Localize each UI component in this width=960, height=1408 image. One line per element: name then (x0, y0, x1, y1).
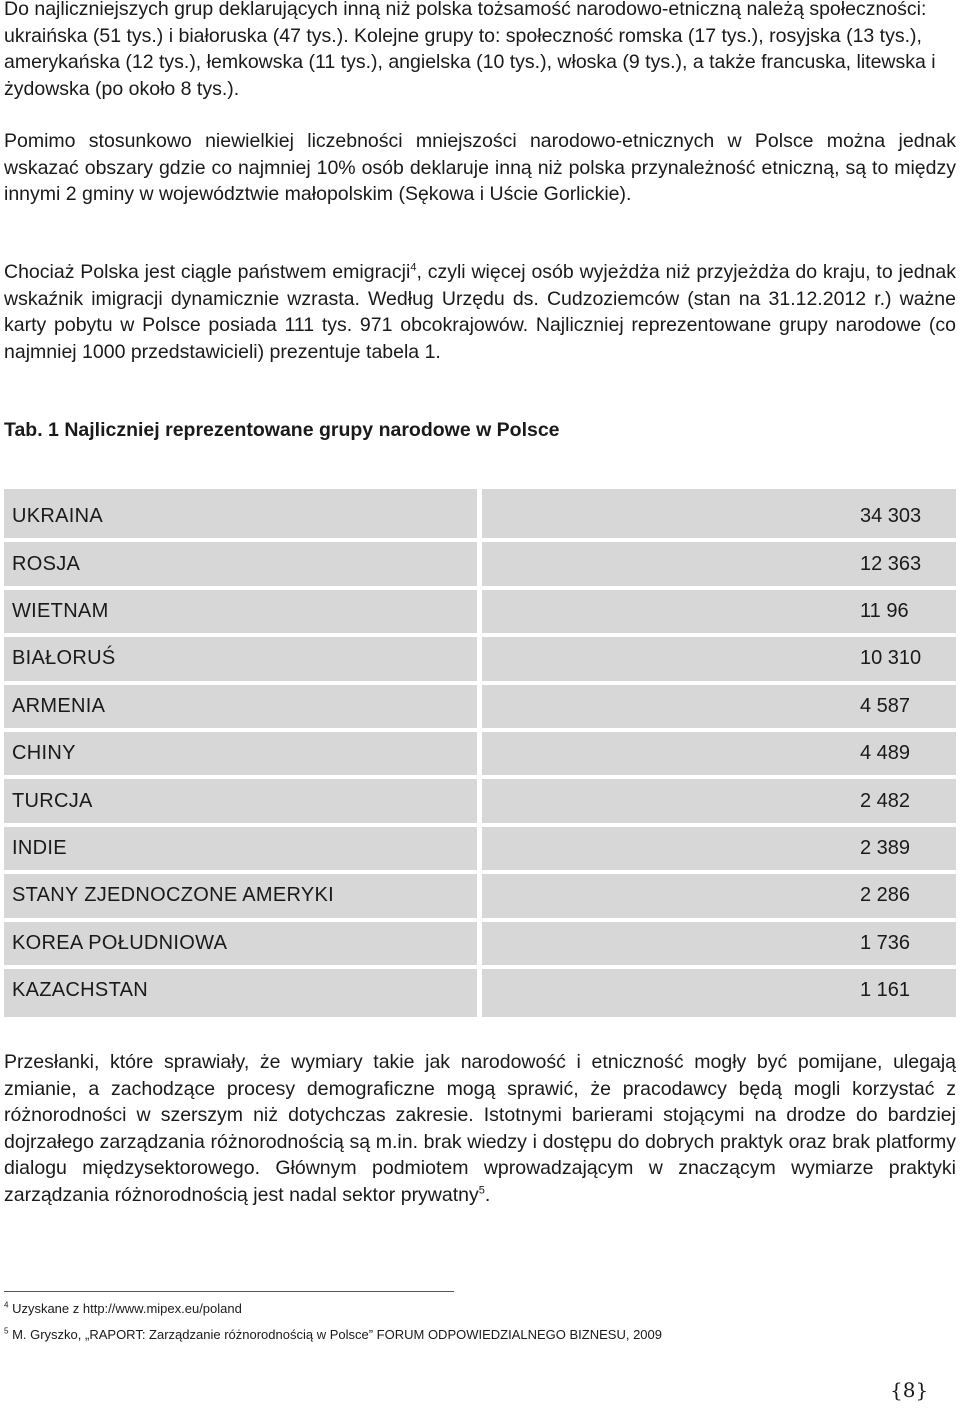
country-name-cell: KOREA POŁUDNIOWA (12, 931, 228, 954)
paragraph-immigration-text-2: , czyli więcej osób wyjeżdża niż przyjeżdża do kraju, to jednak wskaźnik imigracji dynamicznie wzrasta. Według Urzędu ds. Cudzoziemców (stan na 31.12.2012 r.) ważne karty pobytu w Polsce posiada 111 tys. 971 obcokrajowów. Najliczniej reprezentowane grupy narodowe (co najmniej 1000 przedstawicieli) prezentuje tabela 1. (4, 261, 956, 363)
page-number: {8} (890, 1378, 929, 1402)
paragraph-immigration-text-1: Chociaż Polska jest ciągle państwem emigracji (4, 261, 411, 283)
count-value: 12 363 (860, 552, 922, 575)
table-row (4, 588, 956, 635)
country-name-cell: ROSJA (12, 552, 81, 575)
paragraph-minority-areas: Pomimo stosunkowo niewielkiej liczebności mniejszości narodowo-etnicznych w Polsce można jednak wskazać obszary gdzie co najmniej 10% osób deklaruje inną niż polska przynależność etniczną, są to między innymi 2 gminy w województwie małopolskim (Sękowa i Uście Gorlickie). (4, 130, 956, 205)
row-divider (4, 823, 956, 827)
count-cell (482, 777, 956, 824)
table-row (4, 683, 956, 730)
footnote-5-text: M. Gryszko, „RAPORT: Zarządzanie różnorodnością w Polsce” FORUM ODPOWIEDZIALNEGO BIZNESU, 2009 (8, 1327, 662, 1342)
count-cell (482, 493, 956, 540)
count-cell (482, 683, 956, 730)
paragraph-diversity-text-2: . (484, 1183, 491, 1206)
footnote-4-text: Uzyskane z http://www.mipex.eu/poland (8, 1301, 242, 1316)
country-name-cell: STANY ZJEDNOCZONE AMERYKI (12, 884, 335, 907)
row-divider (4, 918, 956, 922)
country-name-cell: WIETNAM (12, 599, 109, 622)
footnote-ref-4[interactable]: 4 (410, 261, 417, 274)
row-divider (4, 965, 956, 969)
row-divider (4, 586, 956, 590)
footnote-ref-5[interactable]: 5 (478, 1184, 485, 1196)
table-row (4, 540, 956, 587)
count-cell (482, 872, 956, 919)
country-name-cell: ARMENIA (12, 694, 106, 717)
paragraph-immigration (4, 259, 956, 365)
row-divider (4, 728, 956, 732)
table-row (4, 825, 956, 872)
country-name-cell: KAZACHSTAN (12, 979, 148, 1002)
paragraph-diversity-text-1: Przesłanki, które sprawiały, że wymiary takie jak narodowość i etniczność mogły być pomijane, ulegają zmianie, a zachodzące procesy demograficzne mogą sprawić, że pracodawcy będą mogli korzystać z różnorodności w szerszym niż dotychczas zakresie. Istotnymi barierami stojącymi na drodze do bardziej dojrzałego zarządzania różnorodnością są m.in. brak wiedzy i dostępu do dobrych praktyk oraz brak platformy dialogu międzysektorowego. Głównym podmiotem wprowadzającym w znaczącym wymiarze praktyki zarządzania różnorodnością jest nadal sektor prywatny (4, 1051, 956, 1206)
count-cell (482, 730, 956, 777)
count-cell (482, 540, 956, 587)
row-divider (4, 633, 956, 637)
count-value: 4 587 (860, 694, 911, 717)
footnote-5-mark: 5 (4, 1326, 9, 1336)
row-divider (4, 775, 956, 779)
paragraph-national-groups: Do najliczniejszych grup deklarujących inną niż polska tożsamość narodowo-etniczną należą społeczności: ukraińska (51 tys.) i białoruska (47 tys.). Kolejne grupy to: społeczność romska (17 tys.), rosyjska (13 tys.), amerykańska (12 tys.), łemkowska (11 tys.), angielska (10 tys.), włoska (9 tys.), a także francuska, litewska i żydowska (po około 8 tys.). (4, 0, 936, 100)
count-cell (482, 920, 956, 967)
country-name-cell: BIAŁORUŚ (12, 647, 116, 670)
count-value: 10 310 (860, 647, 922, 670)
national-groups-table (4, 489, 956, 1017)
country-name-cell: CHINY (12, 742, 76, 765)
count-value: 4 489 (860, 742, 911, 765)
table-row (4, 493, 956, 540)
table-row (4, 967, 956, 1014)
count-cell (482, 825, 956, 872)
footnote-divider (4, 1291, 454, 1292)
count-value: 1 161 (860, 979, 911, 1002)
table-row (4, 872, 956, 919)
table-row (4, 777, 956, 824)
country-name-cell: UKRAINA (12, 505, 104, 528)
table-row (4, 920, 956, 967)
table-row (4, 730, 956, 777)
row-divider (4, 870, 956, 874)
count-cell (482, 635, 956, 682)
footnote-4-mark: 4 (4, 1300, 9, 1310)
country-name-cell: INDIE (12, 836, 67, 859)
footnote-5 (4, 1327, 662, 1343)
footnote-4 (4, 1301, 242, 1317)
country-name-cell: TURCJA (12, 789, 93, 812)
paragraph-diversity-barriers (4, 1049, 956, 1208)
count-cell (482, 588, 956, 635)
count-value: 1 736 (860, 931, 911, 954)
count-value: 2 482 (860, 789, 911, 812)
count-cell (482, 967, 956, 1014)
count-value: 11 96 (860, 599, 909, 622)
table-caption: Tab. 1 Najliczniej reprezentowane grupy narodowe w Polsce (4, 419, 560, 441)
count-value: 2 389 (860, 836, 911, 859)
row-divider (4, 681, 956, 685)
table-row (4, 635, 956, 682)
row-divider (4, 538, 956, 542)
count-value: 34 303 (860, 505, 922, 528)
count-value: 2 286 (860, 884, 911, 907)
